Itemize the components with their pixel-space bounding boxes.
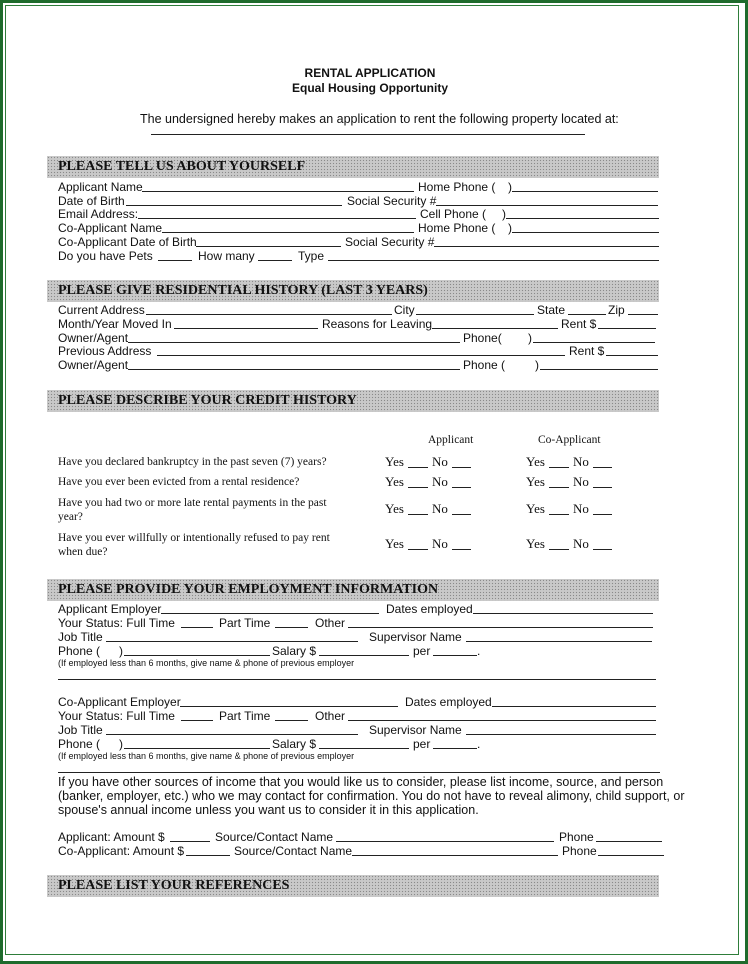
credit-question-3a: Have you had two or more late rental payments in the past	[58, 497, 327, 509]
applicant-q3-yes-blank[interactable]	[408, 514, 428, 515]
city-field[interactable]	[416, 314, 534, 315]
applicant-q1-yes-blank[interactable]	[408, 467, 428, 468]
how-many-field[interactable]	[258, 260, 292, 261]
current-address-label: Current Address	[58, 303, 145, 317]
applicant-employer-field[interactable]	[161, 613, 379, 614]
co-part-time-field[interactable]	[275, 720, 308, 721]
rent2-field[interactable]	[606, 355, 658, 356]
section-banner-credit-history	[47, 390, 659, 412]
income-text-1: If you have other sources of income that you would like us to consider, please list income, source, and person	[58, 775, 664, 789]
coapplicant-q4-yes[interactable]: Yes	[526, 536, 545, 551]
coapplicant-q1-yes[interactable]: Yes	[526, 454, 545, 469]
home-phone-paren: )	[508, 180, 512, 194]
zip-field[interactable]	[628, 314, 658, 315]
applicant-q1-no-blank[interactable]	[452, 467, 471, 468]
owner2-phone-field[interactable]	[540, 369, 658, 370]
type-label: Type	[298, 249, 325, 263]
zip-label: Zip	[608, 303, 625, 317]
owner-agent-field[interactable]	[128, 342, 460, 343]
co-home-phone-field[interactable]	[512, 232, 659, 233]
co-employer-label: Co-Applicant Employer	[58, 695, 181, 709]
co-employer-phone-paren: )	[119, 737, 123, 751]
source-contact-field[interactable]	[336, 841, 554, 842]
applicant-name-label: Applicant Name	[58, 180, 143, 194]
owner2-field[interactable]	[128, 369, 460, 370]
supervisor-field[interactable]	[466, 641, 652, 642]
employer-phone-paren: )	[119, 644, 123, 658]
coapplicant-q3-yes-blank[interactable]	[549, 514, 569, 515]
state-field[interactable]	[568, 314, 606, 315]
col-coapplicant: Co-Applicant	[538, 434, 601, 446]
co-source-contact-label: Source/Contact Name	[234, 844, 353, 858]
owner2-label: Owner/Agent	[58, 358, 129, 372]
applicant-q2-yes-blank[interactable]	[408, 487, 428, 488]
co-income-phone-label: Phone	[562, 844, 597, 858]
co-dob-label: Co-Applicant Date of Birth	[58, 235, 197, 249]
form-subtitle: Equal Housing Opportunity	[292, 81, 448, 95]
section-heading: PLEASE TELL US ABOUT YOURSELF	[58, 159, 306, 174]
cell-phone-label: Cell Phone (	[420, 207, 487, 221]
co-supervisor-field[interactable]	[466, 734, 656, 735]
section-heading: PLEASE PROVIDE YOUR EMPLOYMENT INFORMATION	[58, 582, 439, 597]
co-dates-employed-label: Dates employed	[405, 695, 492, 709]
coapplicant-q4-no[interactable]: No	[573, 536, 589, 551]
cell-phone-field[interactable]	[506, 218, 659, 219]
rent2-label: Rent $	[569, 344, 605, 358]
coapplicant-q1-no[interactable]: No	[573, 454, 589, 469]
applicant-amount-field[interactable]	[170, 841, 210, 842]
section-banner-residential-history	[47, 280, 659, 302]
full-time-field[interactable]	[181, 627, 213, 628]
section-heading: PLEASE GIVE RESIDENTIAL HISTORY (LAST 3 YEARS)	[58, 283, 428, 298]
part-time-label: Part Time	[219, 616, 271, 630]
reasons-label: Reasons for Leaving	[322, 317, 433, 331]
owner-phone-label: Phone(	[463, 331, 502, 345]
owner-agent-label: Owner/Agent	[58, 331, 129, 345]
co-status-label: Your Status: Full Time	[58, 709, 175, 723]
rent-label: Rent $	[561, 317, 597, 331]
co-part-time-label: Part Time	[219, 709, 271, 723]
co-dates-employed-field[interactable]	[492, 706, 656, 707]
salary-label: Salary $	[272, 644, 317, 658]
income-text-2: (banker, employer, etc.) who we may contact for confirmation. You do not have to reveal alimony, child support, or	[58, 789, 685, 803]
applicant-amount-label: Applicant: Amount $	[58, 830, 165, 844]
applicant-q4-no-blank[interactable]	[452, 549, 471, 550]
credit-question-3b: year?	[58, 511, 83, 523]
dates-employed-field[interactable]	[473, 613, 653, 614]
income-phone-field[interactable]	[596, 841, 662, 842]
credit-question-2: Have you ever been evicted from a rental residence?	[58, 476, 300, 488]
email-label: Email Address:	[58, 207, 139, 221]
credit-question-4a: Have you ever willfully or intentionally refused to pay rent	[58, 532, 330, 544]
co-source-contact-field[interactable]	[352, 855, 558, 856]
previous-employer-note: (If employed less than 6 months, give name & phone of previous employer	[58, 658, 355, 668]
type-field[interactable]	[328, 260, 659, 261]
coapplicant-q2-yes[interactable]: Yes	[526, 474, 545, 489]
co-amount-label: Co-Applicant: Amount $	[58, 844, 185, 858]
co-other-field[interactable]	[348, 720, 656, 721]
co-per-field[interactable]	[433, 748, 477, 749]
coapplicant-q2-no-blank[interactable]	[593, 487, 612, 488]
applicant-q3-yes[interactable]: Yes	[385, 501, 404, 516]
employer-phone-label: Phone (	[58, 644, 101, 658]
supervisor-label: Supervisor Name	[369, 630, 462, 644]
current-address-field[interactable]	[146, 314, 392, 315]
co-employer-field[interactable]	[180, 706, 398, 707]
pets-label: Do you have Pets	[58, 249, 153, 263]
co-previous-employer-note: (If employed less than 6 months, give name & phone of previous employer	[58, 751, 355, 761]
applicant-q3-no[interactable]: No	[432, 501, 448, 516]
rent-field[interactable]	[598, 328, 656, 329]
source-contact-label: Source/Contact Name	[215, 830, 334, 844]
coapplicant-q4-no-blank[interactable]	[593, 549, 612, 550]
applicant-q2-no-blank[interactable]	[452, 487, 471, 488]
co-employer-phone-label: Phone (	[58, 737, 101, 751]
credit-question-4b: when due?	[58, 546, 108, 558]
co-dob-field[interactable]	[196, 246, 341, 247]
section-heading: PLEASE LIST YOUR REFERENCES	[58, 878, 290, 893]
credit-question-1: Have you declared bankruptcy in the past seven (7) years?	[58, 456, 327, 468]
owner2-phone-paren: )	[535, 358, 539, 372]
previous-address-field[interactable]	[157, 355, 565, 356]
dob-field[interactable]	[126, 205, 342, 206]
previous-address-label: Previous Address	[58, 344, 152, 358]
dob-label: Date of Birth	[58, 194, 125, 208]
home-phone-label: Home Phone (	[418, 180, 496, 194]
co-ssn-label: Social Security #	[345, 235, 435, 249]
applicant-q4-yes[interactable]: Yes	[385, 536, 404, 551]
other-label: Other	[315, 616, 346, 630]
co-salary-label: Salary $	[272, 737, 317, 751]
applicant-name-field[interactable]	[142, 191, 414, 192]
co-supervisor-label: Supervisor Name	[369, 723, 462, 737]
ssn-field[interactable]	[436, 205, 658, 206]
owner-phone-field[interactable]	[533, 342, 655, 343]
job-title-label: Job Title	[58, 630, 103, 644]
section-banner-employment	[47, 579, 659, 601]
co-home-phone-paren: )	[508, 221, 512, 235]
co-applicant-name-field[interactable]	[162, 232, 414, 233]
co-previous-employer-field[interactable]	[58, 772, 660, 773]
co-job-title-field[interactable]	[106, 734, 358, 735]
coapplicant-q4-yes-blank[interactable]	[549, 549, 569, 550]
applicant-q2-yes[interactable]: Yes	[385, 474, 404, 489]
applicant-q4-no[interactable]: No	[432, 536, 448, 551]
co-home-phone-label: Home Phone (	[418, 221, 496, 235]
dates-employed-label: Dates employed	[386, 602, 473, 616]
coapplicant-q3-no[interactable]: No	[573, 501, 589, 516]
property-address-field[interactable]	[151, 134, 585, 135]
applicant-q1-yes[interactable]: Yes	[385, 454, 404, 469]
other-field[interactable]	[348, 627, 653, 628]
cell-phone-paren: )	[502, 207, 506, 221]
co-amount-field[interactable]	[186, 855, 230, 856]
previous-employer-field[interactable]	[58, 679, 656, 680]
coapplicant-q1-yes-blank[interactable]	[549, 467, 569, 468]
moved-in-label: Month/Year Moved In	[58, 317, 172, 331]
section-banner-about-yourself	[47, 156, 659, 178]
pets-field[interactable]	[158, 260, 192, 261]
income-phone-label: Phone	[559, 830, 594, 844]
col-applicant: Applicant	[428, 434, 474, 446]
co-other-label: Other	[315, 709, 346, 723]
status-label: Your Status: Full Time	[58, 616, 175, 630]
moved-in-field[interactable]	[174, 328, 318, 329]
applicant-employer-label: Applicant Employer	[58, 602, 162, 616]
owner2-phone-label: Phone (	[463, 358, 506, 372]
email-field[interactable]	[138, 218, 416, 219]
co-per-period: .	[477, 737, 481, 751]
coapplicant-q3-no-blank[interactable]	[593, 514, 612, 515]
city-label: City	[394, 303, 415, 317]
home-phone-field[interactable]	[512, 191, 658, 192]
coapplicant-q3-yes[interactable]: Yes	[526, 501, 545, 516]
applicant-q4-yes-blank[interactable]	[408, 549, 428, 550]
ssn-label: Social Security #	[347, 194, 437, 208]
co-per-label: per	[413, 737, 431, 751]
applicant-q3-no-blank[interactable]	[452, 514, 471, 515]
part-time-field[interactable]	[275, 627, 308, 628]
per-field[interactable]	[433, 655, 477, 656]
form-title: RENTAL APPLICATION	[304, 66, 436, 80]
applicant-q2-no[interactable]: No	[432, 474, 448, 489]
section-banner-references	[47, 875, 659, 897]
reasons-field[interactable]	[432, 328, 558, 329]
how-many-label: How many	[198, 249, 255, 263]
intro-text: The undersigned hereby makes an application to rent the following property located at:	[140, 112, 619, 126]
co-income-phone-field[interactable]	[598, 855, 664, 856]
job-title-field[interactable]	[106, 641, 358, 642]
co-job-title-label: Job Title	[58, 723, 103, 737]
per-label: per	[413, 644, 431, 658]
section-heading: PLEASE DESCRIBE YOUR CREDIT HISTORY	[58, 393, 357, 408]
owner-phone-paren: )	[528, 331, 532, 345]
co-applicant-name-label: Co-Applicant Name	[58, 221, 163, 235]
co-ssn-field[interactable]	[434, 246, 659, 247]
coapplicant-q1-no-blank[interactable]	[593, 467, 612, 468]
per-period: .	[477, 644, 481, 658]
coapplicant-q2-yes-blank[interactable]	[549, 487, 569, 488]
coapplicant-q2-no[interactable]: No	[573, 474, 589, 489]
income-text-3: spouse's annual income unless you want us to consider it in this application.	[58, 803, 479, 817]
state-label: State	[537, 303, 566, 317]
co-full-time-field[interactable]	[181, 720, 213, 721]
applicant-q1-no[interactable]: No	[432, 454, 448, 469]
